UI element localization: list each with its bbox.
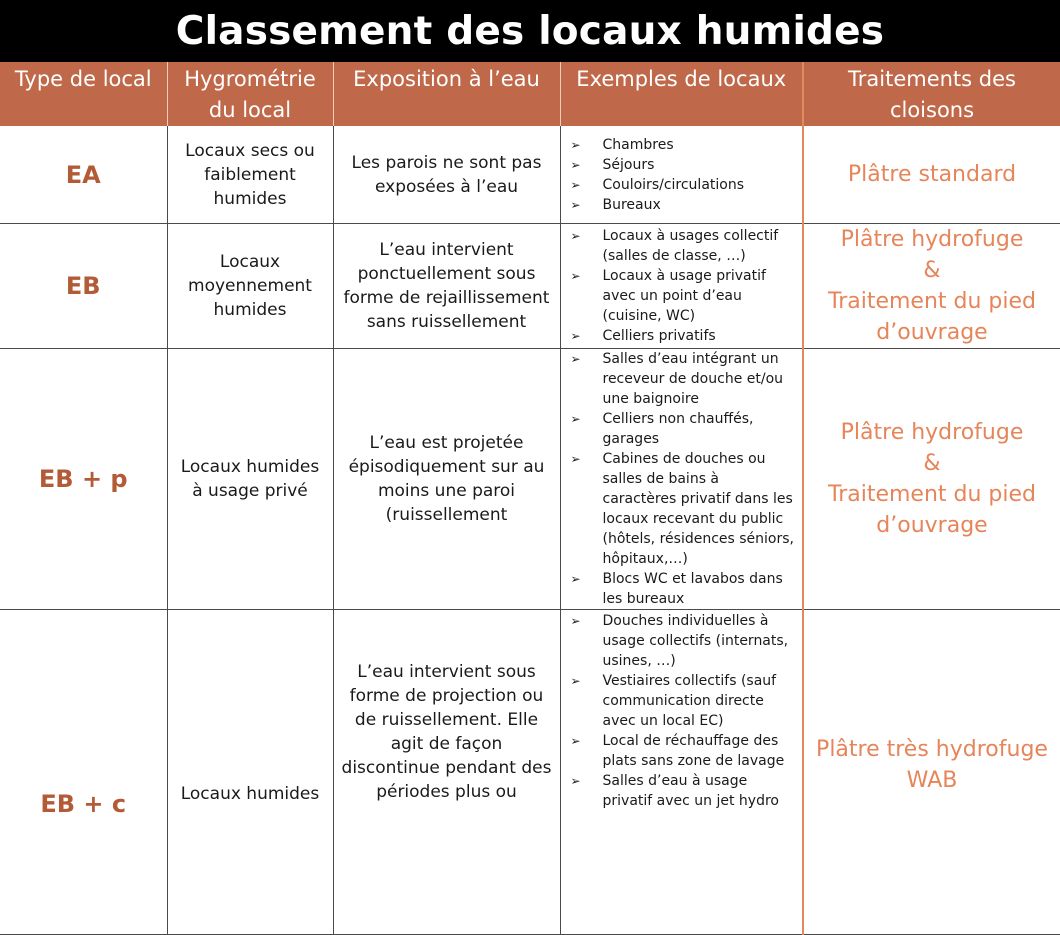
list-item [571, 155, 797, 175]
examples-cell [560, 224, 803, 349]
list-item [571, 409, 797, 449]
example-text: Couloirs/circulations [602, 176, 745, 193]
treatment-text: WAB [906, 768, 958, 793]
examples-cell [560, 126, 803, 224]
example-text: Cabines de douches ou salles de bains à caractères privatif dans les locaux recevant du public (hôtels, résidences séniors, hôpitaux,…) [602, 451, 794, 567]
example-text: Local de réchauffage des plats sans zone de lavage [602, 733, 785, 769]
examples-list [571, 611, 797, 811]
table-row [0, 349, 1060, 610]
header-type: Type de local [0, 62, 167, 126]
arrow-bullet-icon: ➢ [570, 774, 581, 788]
room-type-label: EB + c [40, 790, 127, 818]
arrow-bullet-icon: ➢ [570, 452, 581, 466]
examples-list [571, 226, 797, 346]
list-item [571, 326, 797, 346]
hygrometry-cell [167, 224, 333, 349]
list-item [571, 349, 797, 409]
room-type-label: EB + p [38, 465, 128, 493]
arrow-bullet-icon: ➢ [570, 329, 581, 343]
header-hygrometry: Hygrométrie du local [167, 62, 333, 126]
example-text: Chambres [602, 136, 674, 153]
list-item [571, 266, 797, 326]
wet-rooms-table [0, 62, 1060, 935]
treatment-text: & [923, 451, 941, 476]
room-type-cell [0, 224, 167, 349]
example-text: Douches individuelles à usage collectifs (internats, usines, …) [602, 613, 789, 669]
exposure-text: L’eau est projetée épisodiquement sur au moins une paroi (ruissellement [348, 433, 545, 525]
arrow-bullet-icon: ➢ [570, 614, 581, 628]
hygrometry-text: Locaux secs ou faiblement humides [185, 140, 315, 209]
list-item [571, 771, 797, 811]
page-title: Classement des locaux humides [0, 0, 1060, 62]
arrow-bullet-icon: ➢ [570, 412, 581, 426]
examples-cell [560, 610, 803, 935]
example-text: Séjours [602, 156, 655, 173]
table-row [0, 224, 1060, 349]
example-text: Vestiaires collectifs (sauf communication directe avec un local EC) [602, 673, 777, 729]
treatment-text: Traitement du pied d’ouvrage [827, 289, 1036, 345]
arrow-bullet-icon: ➢ [570, 197, 581, 212]
example-text: Bureaux [602, 196, 661, 213]
list-item [571, 569, 797, 609]
hygrometry-cell [167, 610, 333, 935]
arrow-bullet-icon: ➢ [570, 734, 581, 748]
arrow-bullet-icon: ➢ [570, 572, 581, 586]
example-text: Celliers privatifs [602, 328, 716, 344]
treatment-cell [803, 126, 1060, 224]
hygrometry-cell [167, 349, 333, 610]
list-item [571, 226, 797, 266]
treatment-text: Traitement du pied d’ouvrage [827, 482, 1036, 538]
treatment-text: & [923, 258, 941, 283]
list-item [571, 449, 797, 569]
treatment-cell [803, 610, 1060, 935]
exposure-cell [333, 224, 560, 349]
example-text: Blocs WC et lavabos dans les bureaux [602, 571, 783, 607]
arrow-bullet-icon: ➢ [570, 674, 581, 688]
header-treatment: Traitements des cloisons [803, 62, 1060, 126]
hygrometry-text: Locaux humides à usage privé [180, 457, 320, 501]
example-text: Salles d’eau à usage privatif avec un jet hydro [602, 773, 779, 809]
exposure-text: L’eau intervient sous forme de projection ou de ruissellement. Elle agit de façon discontinue pendant des périodes plus ou [341, 662, 552, 802]
exposure-cell [333, 349, 560, 610]
exposure-text: L’eau intervient ponctuellement sous forme de rejaillissement sans ruissellement [343, 240, 550, 332]
examples-list [571, 135, 797, 215]
list-item [571, 195, 797, 215]
examples-list [571, 349, 797, 609]
room-type-label: EB [65, 272, 101, 300]
treatment-text: Plâtre hydrofuge [840, 227, 1024, 252]
list-item [571, 611, 797, 671]
list-item [571, 135, 797, 155]
room-type-cell [0, 610, 167, 935]
treatment-text: Plâtre très hydrofuge [816, 737, 1048, 762]
treatment-cell [803, 349, 1060, 610]
arrow-bullet-icon: ➢ [570, 177, 581, 192]
treatment-cell [803, 224, 1060, 349]
room-type-cell [0, 349, 167, 610]
example-text: Salles d’eau intégrant un receveur de douche et/ou une baignoire [602, 351, 784, 407]
examples-cell [560, 349, 803, 610]
hygrometry-text: Locaux moyennement humides [188, 252, 312, 320]
example-text: Locaux à usages collectif (salles de classe, …) [602, 228, 779, 264]
list-item [571, 175, 797, 195]
room-type-label: EA [65, 160, 101, 189]
table-row [0, 126, 1060, 224]
exposure-cell [333, 126, 560, 224]
example-text: Celliers non chauffés, garages [602, 411, 754, 447]
arrow-bullet-icon: ➢ [570, 157, 581, 172]
exposure-cell [333, 610, 560, 935]
arrow-bullet-icon: ➢ [570, 269, 581, 283]
room-type-cell [0, 126, 167, 224]
hygrometry-text: Locaux humides [180, 784, 320, 804]
header-exposure: Exposition à l’eau [333, 62, 560, 126]
arrow-bullet-icon: ➢ [570, 229, 581, 243]
arrow-bullet-icon: ➢ [570, 352, 581, 366]
arrow-bullet-icon: ➢ [570, 137, 581, 152]
header-examples: Exemples de locaux [560, 62, 803, 126]
example-text: Locaux à usage privatif avec un point d’eau (cuisine, WC) [602, 268, 766, 324]
table-header-row [0, 62, 1060, 126]
exposure-text: Les parois ne sont pas exposées à l’eau [351, 152, 542, 197]
list-item [571, 731, 797, 771]
treatment-text: Plâtre standard [847, 162, 1017, 187]
hygrometry-cell [167, 126, 333, 224]
list-item [571, 671, 797, 731]
treatment-text: Plâtre hydrofuge [840, 420, 1024, 445]
table-row [0, 610, 1060, 935]
